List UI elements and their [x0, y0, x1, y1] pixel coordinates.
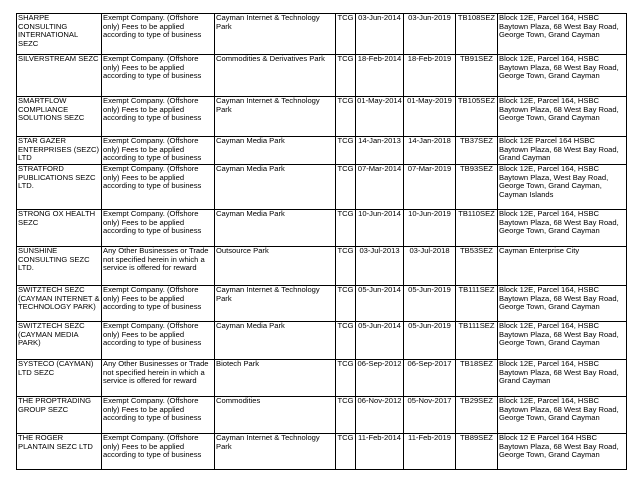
park-cell: Cayman Media Park [215, 165, 336, 210]
type-cell: TCG [336, 14, 356, 55]
start-date-cell: 10-Jun-2014 [356, 210, 404, 247]
activity-cell: Any Other Businesses or Trade not specified herein in which a service is offered for reward [102, 360, 215, 397]
register-page [16, 13, 627, 470]
park-cell: Outsource Park [215, 247, 336, 286]
expiry-date-cell: 05-Nov-2017 [404, 397, 456, 434]
licence-number-cell: TB93SEZ [456, 165, 498, 210]
park-cell: Cayman Media Park [215, 137, 336, 165]
type-cell: TCG [336, 397, 356, 434]
start-date-cell: 05-Jun-2014 [356, 286, 404, 322]
company-name-cell: STRATFORD PUBLICATIONS SEZC LTD. [17, 165, 102, 210]
activity-cell: Exempt Company. (Offshore only) Fees to be applied according to type of business [102, 286, 215, 322]
address-cell: Block 12 E Parcel 164 HSBC Baytown Plaza, 68 West Bay Road, George Town, Grand Cayman [498, 434, 627, 470]
table-row [17, 97, 627, 137]
activity-cell: Any Other Businesses or Trade not specified herein in which a service is offered for reward [102, 247, 215, 286]
activity-cell: Exempt Company. (Offshore only) Fees to be applied according to type of business [102, 210, 215, 247]
company-name-cell: SWITZTECH SEZC (CAYMAN MEDIA PARK) [17, 322, 102, 360]
expiry-date-cell: 11-Feb-2019 [404, 434, 456, 470]
company-name-cell: STAR GAZER ENTERPRISES (SEZC) LTD [17, 137, 102, 165]
licence-number-cell: TB29SEZ [456, 397, 498, 434]
start-date-cell: 05-Jun-2014 [356, 322, 404, 360]
expiry-date-cell: 07-Mar-2019 [404, 165, 456, 210]
licence-number-cell: TB37SEZ [456, 137, 498, 165]
licence-number-cell: TB18SEZ [456, 360, 498, 397]
address-cell: Block 12E, Parcel 164, HSBC Baytown Plaza, 68 West Bay Road, Grand Cayman [498, 360, 627, 397]
company-name-cell: STRONG OX HEALTH SEZC [17, 210, 102, 247]
start-date-cell: 01-May-2014 [356, 97, 404, 137]
company-name-cell: SUNSHINE CONSULTING SEZC LTD. [17, 247, 102, 286]
type-cell: TCG [336, 360, 356, 397]
park-cell: Cayman Internet & Technology Park [215, 14, 336, 55]
licence-number-cell: TB91SEZ [456, 55, 498, 97]
licence-number-cell: TB89SEZ [456, 434, 498, 470]
table-row [17, 55, 627, 97]
park-cell: Cayman Internet & Technology Park [215, 286, 336, 322]
type-cell: TCG [336, 97, 356, 137]
type-cell: TCG [336, 210, 356, 247]
licence-number-cell: TB105SEZ [456, 97, 498, 137]
park-cell: Commodities [215, 397, 336, 434]
licence-number-cell: TB111SEZ [456, 322, 498, 360]
table-row [17, 322, 627, 360]
company-name-cell: SWITZTECH SEZC (CAYMAN INTERNET & TECHNOLOGY PARK) [17, 286, 102, 322]
activity-cell: Exempt Company. (Offshore only) Fees to be applied according to type of business [102, 397, 215, 434]
expiry-date-cell: 10-Jun-2019 [404, 210, 456, 247]
address-cell: Block 12E, Parcel 164, HSBC Baytown Plaza, West Bay Road, George Town, Grand Cayman, Cayman Islands [498, 165, 627, 210]
park-cell: Biotech Park [215, 360, 336, 397]
activity-cell: Exempt Company. (Offshore only) Fees to be applied according to type of business [102, 14, 215, 55]
start-date-cell: 06-Nov-2012 [356, 397, 404, 434]
company-name-cell: THE PROPTRADING GROUP SEZC [17, 397, 102, 434]
licence-number-cell: TB53SEZ [456, 247, 498, 286]
activity-cell: Exempt Company. (Offshore only) Fees to be applied according to type of business [102, 137, 215, 165]
expiry-date-cell: 05-Jun-2019 [404, 286, 456, 322]
park-cell: Cayman Internet & Technology Park [215, 434, 336, 470]
address-cell: Block 12E, Parcel 164, HSBC Baytown Plaza, 68 West Bay Road, George Town, Grand Cayman [498, 55, 627, 97]
table-row [17, 434, 627, 470]
expiry-date-cell: 03-Jul-2018 [404, 247, 456, 286]
park-cell: Cayman Media Park [215, 322, 336, 360]
company-name-cell: THE ROGER PLANTAIN SEZC LTD [17, 434, 102, 470]
type-cell: TCG [336, 434, 356, 470]
licence-number-cell: TB110SEZ [456, 210, 498, 247]
table-row [17, 14, 627, 55]
activity-cell: Exempt Company. (Offshore only) Fees to be applied according to type of business [102, 165, 215, 210]
activity-cell: Exempt Company. (Offshore only) Fees to be applied according to type of business [102, 322, 215, 360]
park-cell: Cayman Internet & Technology Park [215, 97, 336, 137]
licence-number-cell: TB111SEZ [456, 286, 498, 322]
expiry-date-cell: 05-Jun-2019 [404, 322, 456, 360]
park-cell: Cayman Media Park [215, 210, 336, 247]
expiry-date-cell: 01-May-2019 [404, 97, 456, 137]
expiry-date-cell: 06-Sep-2017 [404, 360, 456, 397]
sez-register-table [16, 13, 627, 470]
address-cell: Block 12E, Parcel 164, HSBC Baytown Plaza, 68 West Bay Road, George Town, Grand Cayman [498, 210, 627, 247]
type-cell: TCG [336, 247, 356, 286]
expiry-date-cell: 14-Jan-2018 [404, 137, 456, 165]
start-date-cell: 18-Feb-2014 [356, 55, 404, 97]
licence-number-cell: TB108SEZ [456, 14, 498, 55]
start-date-cell: 06-Sep-2012 [356, 360, 404, 397]
table-row [17, 247, 627, 286]
expiry-date-cell: 03-Jun-2019 [404, 14, 456, 55]
table-row [17, 210, 627, 247]
activity-cell: Exempt Company. (Offshore only) Fees to be applied according to type of business [102, 97, 215, 137]
start-date-cell: 03-Jun-2014 [356, 14, 404, 55]
address-cell: Block 12E, Parcel 164, HSBC Baytown Plaza, 68 West Bay Road, George Town, Grand Cayman [498, 286, 627, 322]
start-date-cell: 11-Feb-2014 [356, 434, 404, 470]
type-cell: TCG [336, 55, 356, 97]
activity-cell: Exempt Company. (Offshore only) Fees to be applied according to type of business [102, 55, 215, 97]
address-cell: Cayman Enterprise City [498, 247, 627, 286]
table-row [17, 137, 627, 165]
company-name-cell: SHARPE CONSULTING INTERNATIONAL SEZC [17, 14, 102, 55]
company-name-cell: SILVERSTREAM SEZC [17, 55, 102, 97]
expiry-date-cell: 18-Feb-2019 [404, 55, 456, 97]
company-name-cell: SMARTFLOW COMPLIANCE SOLUTIONS SEZC [17, 97, 102, 137]
address-cell: Block 12E, Parcel 164, HSBC Baytown Plaza, 68 West Bay Road, George Town, Grand Cayman [498, 97, 627, 137]
type-cell: TCG [336, 165, 356, 210]
table-row [17, 286, 627, 322]
start-date-cell: 03-Jul-2013 [356, 247, 404, 286]
company-name-cell: SYSTECO (CAYMAN) LTD SEZC [17, 360, 102, 397]
address-cell: Block 12E, Parcel 164, HSBC Baytown Plaza, 68 West Bay Road, George Town, Grand Cayman [498, 322, 627, 360]
park-cell: Commodities & Derivatives Park [215, 55, 336, 97]
address-cell: Block 12E, Parcel 164, HSBC Baytown Plaza, 68 West Bay Road, George Town, Grand Cayman [498, 397, 627, 434]
type-cell: TCG [336, 322, 356, 360]
type-cell: TCG [336, 137, 356, 165]
address-cell: Block 12E, Parcel 164, HSBC Baytown Plaza, 68 West Bay Road, George Town, Grand Cayman [498, 14, 627, 55]
type-cell: TCG [336, 286, 356, 322]
table-row [17, 397, 627, 434]
table-row [17, 360, 627, 397]
start-date-cell: 07-Mar-2014 [356, 165, 404, 210]
table-row [17, 165, 627, 210]
activity-cell: Exempt Company. (Offshore only) Fees to be applied according to type of business [102, 434, 215, 470]
start-date-cell: 14-Jan-2013 [356, 137, 404, 165]
address-cell: Block 12E Parcel 164 HSBC Baytown Plaza, 68 West Bay Road, Grand Cayman [498, 137, 627, 165]
